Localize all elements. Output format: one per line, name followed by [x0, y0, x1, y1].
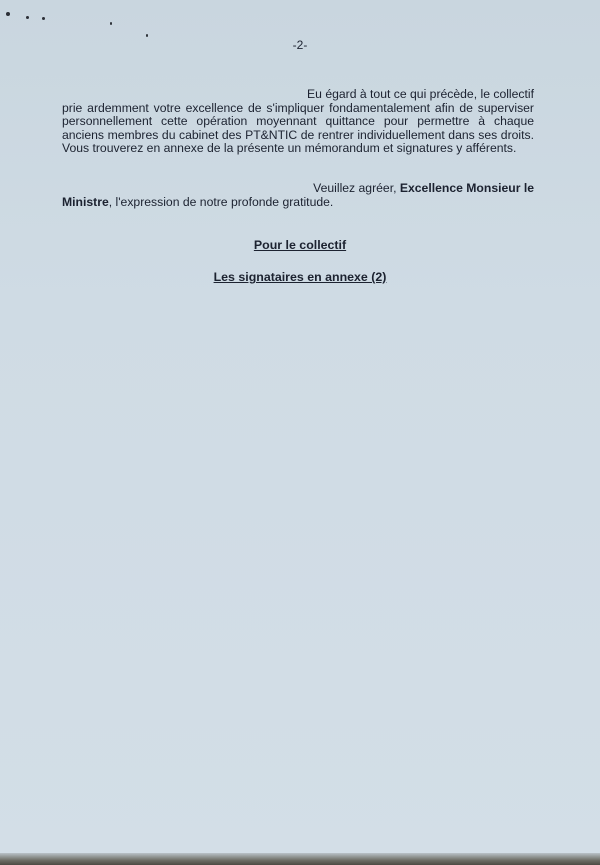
salutation-lead-text: Veuillez agréer,	[313, 181, 400, 195]
ink-speck	[146, 34, 148, 37]
closing-request-paragraph	[62, 88, 534, 156]
signature-collective: Pour le collectif	[253, 238, 347, 252]
salutation-lead-bold: Excellence Monsieur le	[399, 181, 534, 195]
ink-speck	[6, 12, 10, 16]
salutation-body-bold: Ministre	[62, 194, 109, 209]
salutation-lead	[62, 182, 534, 196]
salutation-paragraph	[62, 182, 534, 209]
page-number: -2-	[292, 38, 308, 52]
ink-speck	[42, 17, 45, 20]
signature-signatories: Les signataires en annexe (2)	[213, 270, 387, 284]
ink-speck	[26, 16, 29, 19]
ink-speck	[110, 22, 112, 25]
page-bottom-edge	[0, 853, 600, 865]
paragraph-body: prie ardemment votre excellence de s'impliquer fondamentalement afin de superviser personnellement cette opération moyennant quittance pour permettre à chaque anciens membres du cabinet des PT&NTIC de rentrer individuellement dans ses droits. Vous trouverez en annexe de la présente un mémorandum et signatures y afférents.	[62, 100, 534, 155]
salutation-body-text: , l'expression de notre profonde gratitude.	[108, 194, 334, 209]
paragraph-lead: Eu égard à tout ce qui précède, le collectif	[307, 87, 534, 101]
